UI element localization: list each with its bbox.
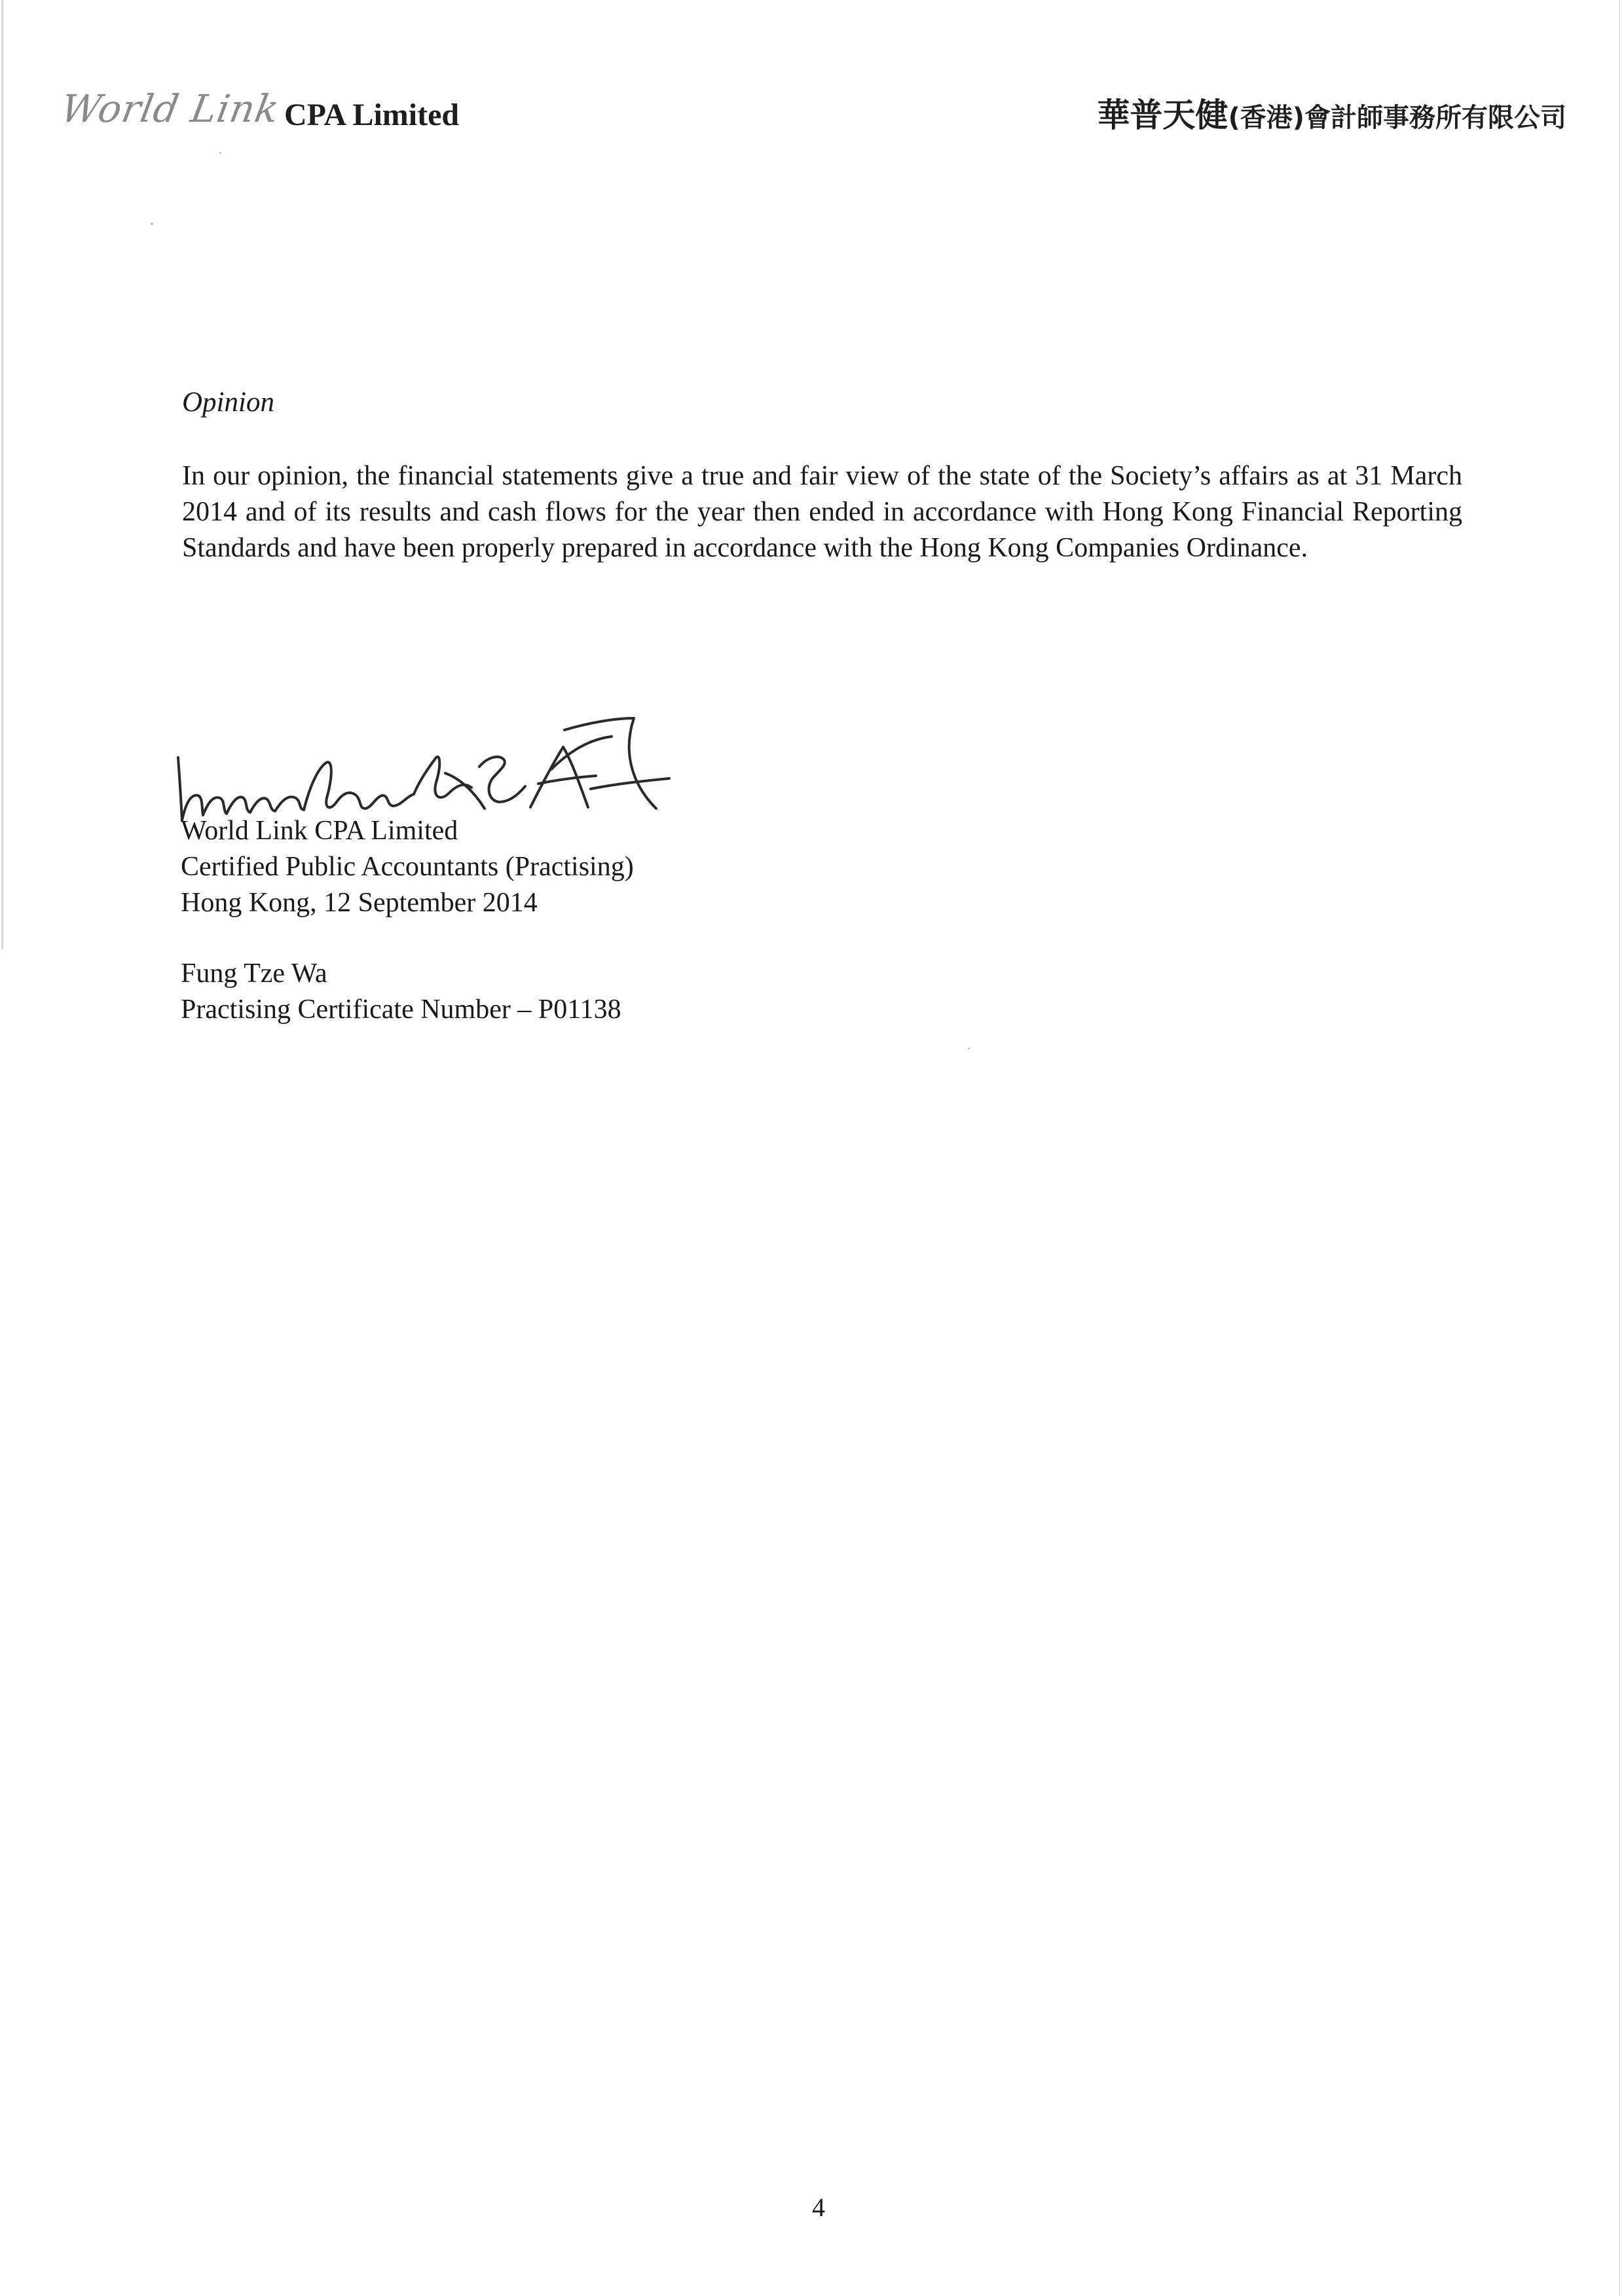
chinese-name-main: 華普天健 xyxy=(1097,96,1228,134)
chinese-name-rest: 會計師事務所有限公司 xyxy=(1304,103,1566,133)
signoff-designation: Certified Public Accountants (Practising) xyxy=(181,852,634,882)
scan-edge xyxy=(1619,0,1620,2296)
practising-certificate-number: Practising Certificate Number – P01138 xyxy=(181,994,621,1025)
scan-edge xyxy=(1,0,3,949)
opinion-paragraph: In our opinion, the financial statements give a true and fair view of the state of the Society’s affairs as at 31 March 2014 and of its results and cash flows for the year then ended in accordance with Hong Kong Financial Reporting Standards and have been properly prepared in accordance with the Hong Kong Companies Ordinance. xyxy=(182,461,1462,563)
letterhead xyxy=(58,84,1566,143)
firm-logo-name: CPA Limited xyxy=(284,98,460,132)
chinese-name-paren: (香港) xyxy=(1228,103,1304,133)
partner-name: Fung Tze Wa xyxy=(181,958,327,989)
signoff-firm-name: World Link CPA Limited xyxy=(181,816,458,846)
scan-speck xyxy=(151,223,153,225)
firm-logo-script: World Link xyxy=(58,86,284,131)
firm-signoff xyxy=(181,813,634,921)
scan-speck xyxy=(219,152,221,154)
signoff-place-date: Hong Kong, 12 September 2014 xyxy=(181,888,538,918)
opinion-heading: Opinion xyxy=(182,387,274,418)
firm-chinese-name xyxy=(1097,89,1566,136)
partner-signoff xyxy=(181,956,621,1028)
scan-speck xyxy=(968,1048,970,1049)
page-number: 4 xyxy=(812,2193,825,2222)
